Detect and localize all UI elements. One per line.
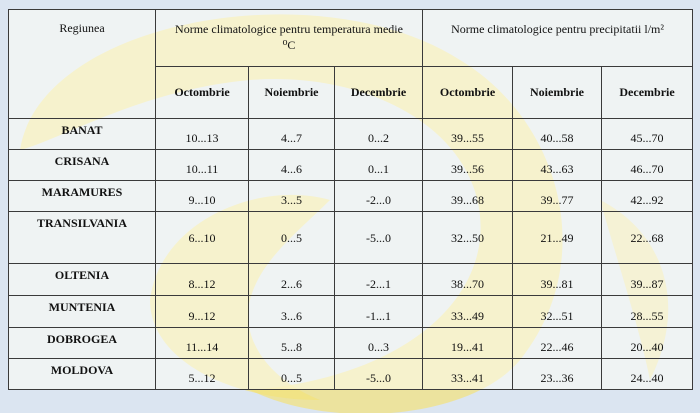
region-cell: MUNTENIA <box>9 296 156 327</box>
value-cell: 0...2 <box>335 118 423 149</box>
value-cell: -1...1 <box>335 296 423 327</box>
value-cell: 33...41 <box>423 358 513 389</box>
region-cell: MARAMURES <box>9 180 156 211</box>
value-cell: 39...55 <box>423 118 513 149</box>
value-cell: 33...49 <box>423 296 513 327</box>
region-cell: CRISANA <box>9 149 156 180</box>
value-cell: 21...49 <box>513 212 602 264</box>
value-cell: 2...6 <box>249 264 335 296</box>
value-cell: 9...10 <box>156 180 249 211</box>
value-cell: 11...14 <box>156 327 249 358</box>
value-cell: 10...13 <box>156 118 249 149</box>
value-cell: -5...0 <box>335 358 423 389</box>
value-cell: -2...1 <box>335 264 423 296</box>
precipitation-group-header: Norme climatologice pentru precipitatii l/m² <box>423 10 693 67</box>
value-cell: 22...68 <box>602 212 693 264</box>
table-row <box>9 180 693 211</box>
temperature-unit: ⁰C <box>282 38 296 52</box>
value-cell: 39...81 <box>513 264 602 296</box>
value-cell: 42...92 <box>602 180 693 211</box>
region-cell: TRANSILVANIA <box>9 212 156 264</box>
month-header-temp-dec: Decembrie <box>335 67 423 118</box>
value-cell: 38...70 <box>423 264 513 296</box>
region-cell: OLTENIA <box>9 264 156 296</box>
value-cell: 43...63 <box>513 149 602 180</box>
value-cell: 39...77 <box>513 180 602 211</box>
region-cell: BANAT <box>9 118 156 149</box>
month-header-temp-nov: Noiembrie <box>249 67 335 118</box>
value-cell: 22...46 <box>513 327 602 358</box>
region-cell: DOBROGEA <box>9 327 156 358</box>
table-row <box>9 358 693 389</box>
value-cell: 4...7 <box>249 118 335 149</box>
value-cell: -2...0 <box>335 180 423 211</box>
value-cell: 28...55 <box>602 296 693 327</box>
month-header-precip-nov: Noiembrie <box>513 67 602 118</box>
value-cell: 32...51 <box>513 296 602 327</box>
value-cell: 0...3 <box>335 327 423 358</box>
value-cell: 0...1 <box>335 149 423 180</box>
region-column-header: Regiunea <box>9 10 156 119</box>
value-cell: 9...12 <box>156 296 249 327</box>
value-cell: 3...6 <box>249 296 335 327</box>
value-cell: 4...6 <box>249 149 335 180</box>
climate-norms-table <box>8 9 693 390</box>
value-cell: 46...70 <box>602 149 693 180</box>
month-header-precip-oct: Octombrie <box>423 67 513 118</box>
value-cell: 19...41 <box>423 327 513 358</box>
value-cell: 39...87 <box>602 264 693 296</box>
table-row <box>9 296 693 327</box>
region-cell: MOLDOVA <box>9 358 156 389</box>
value-cell: 39...56 <box>423 149 513 180</box>
value-cell: 6...10 <box>156 212 249 264</box>
value-cell: 32...50 <box>423 212 513 264</box>
table-row <box>9 212 693 264</box>
value-cell: 0...5 <box>249 212 335 264</box>
month-header-temp-oct: Octombrie <box>156 67 249 118</box>
value-cell: 10...11 <box>156 149 249 180</box>
table-row <box>9 118 693 149</box>
value-cell: 20...40 <box>602 327 693 358</box>
value-cell: 39...68 <box>423 180 513 211</box>
temperature-group-header <box>156 10 423 67</box>
temperature-group-label: Norme climatologice pentru temperatura medie <box>175 22 403 36</box>
value-cell: 3...5 <box>249 180 335 211</box>
value-cell: 5...8 <box>249 327 335 358</box>
value-cell: 5...12 <box>156 358 249 389</box>
value-cell: 0...5 <box>249 358 335 389</box>
header-row-groups <box>9 10 693 67</box>
table-row <box>9 264 693 296</box>
table-row <box>9 327 693 358</box>
value-cell: 23...36 <box>513 358 602 389</box>
value-cell: 45...70 <box>602 118 693 149</box>
month-header-precip-dec: Decembrie <box>602 67 693 118</box>
table-row <box>9 149 693 180</box>
value-cell: 24...40 <box>602 358 693 389</box>
value-cell: 8...12 <box>156 264 249 296</box>
value-cell: 40...58 <box>513 118 602 149</box>
value-cell: -5...0 <box>335 212 423 264</box>
